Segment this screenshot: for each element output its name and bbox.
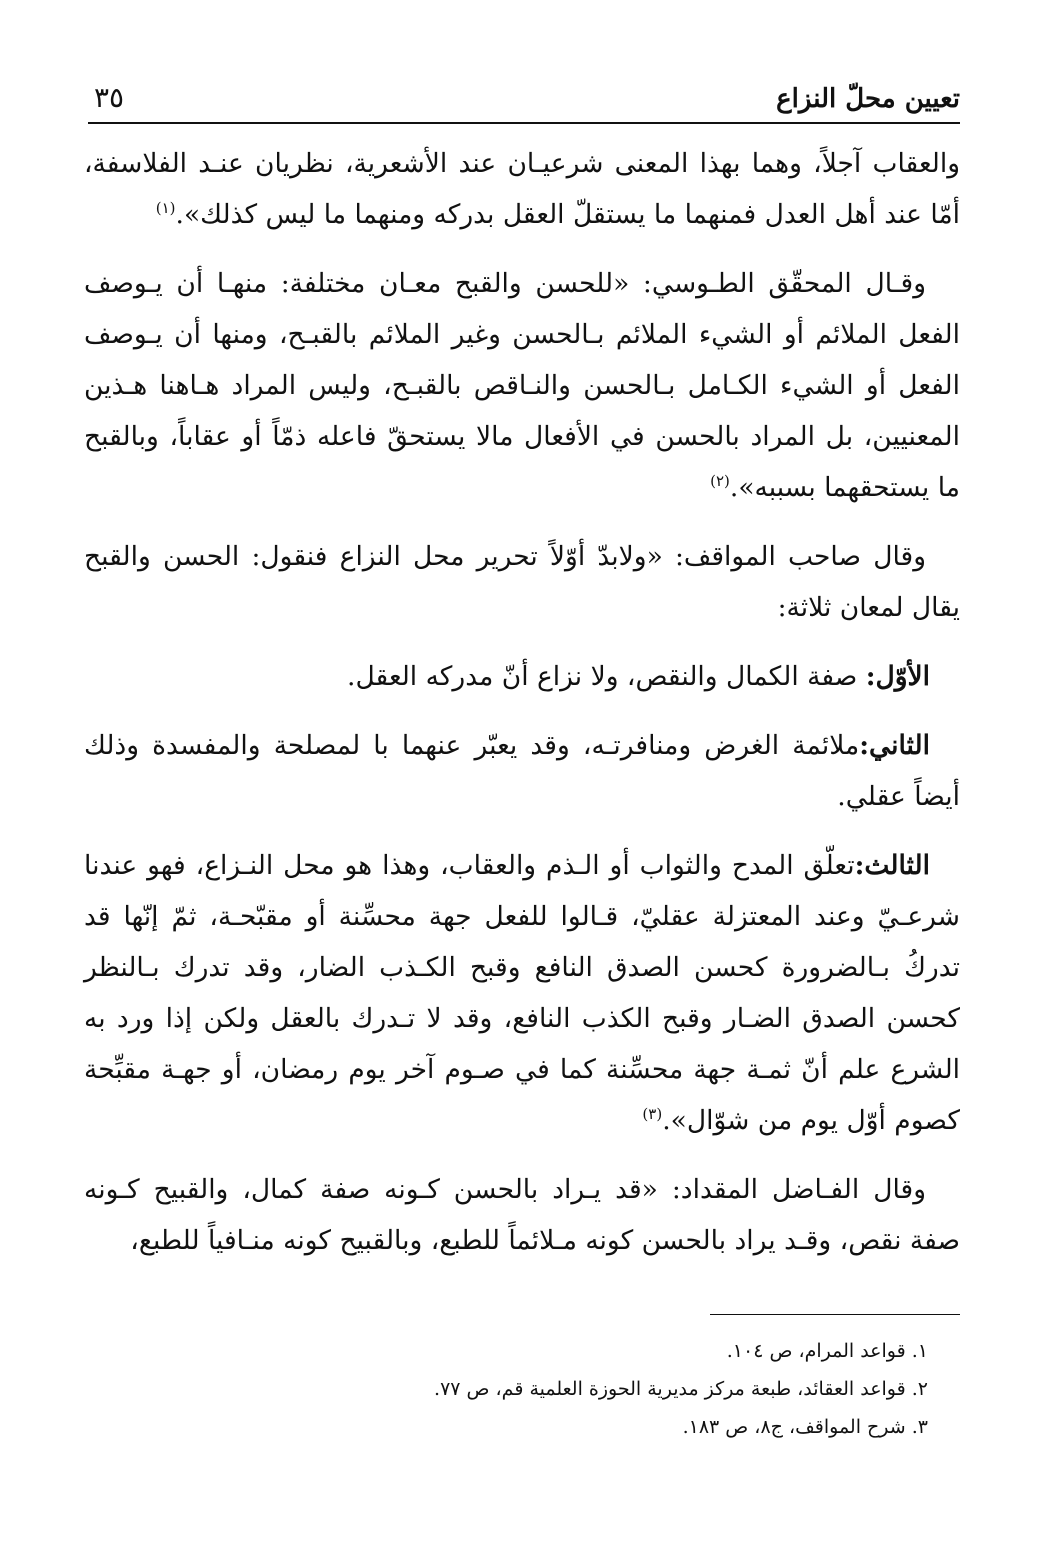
paragraph-text: والعقاب آجلاً، وهما بهذا المعنى شرعيـان عند الأشعرية، نظريان عنـد الفلاسفة، أمّا عند أهل العدل فمنهما ما يستقلّ العقل بدركه ومنهما ما ليس كذلك». <box>84 148 960 230</box>
list-item-second <box>84 720 960 822</box>
item-text: صفة الكمال والنقص، ولا نزاع أنّ مدركه العقل. <box>347 661 866 692</box>
footnote-1: ١. قواعد المرام، ص ١٠٤. <box>726 1340 928 1362</box>
item-text: تعلّق المدح والثواب أو الـذم والعقاب، وهذا هو محل النـزاع، فهو عندنا شرعـيّ وعند المعتزلة عقليّ، قـالوا للفعل جهة محسِّنة أو مقبّحـة، ثمّ إنّها قد تدركُ بـالضرورة كحسن الصدق النافع وقبح الكـذب الضار، وقد تدرك بـالنظر كحسن الصدق الضـار وقبح الكذب النافع، وقد لا تـدرك بالعقل ولكن إذا ورد به الشرع علم أنّ ثمـة جهة محسِّنة كما في صـوم آخر يوم رمضان، أو جهـة مقبِّحة كصوم أوّل يوم من شوّال». <box>84 850 960 1136</box>
list-item-first <box>84 651 960 702</box>
footnotes <box>88 1332 928 1446</box>
page-number: ٣٥ <box>94 81 125 114</box>
header-rule <box>88 122 960 124</box>
item-label: الثالث: <box>854 850 930 881</box>
item-label: الأوّل: <box>865 661 930 692</box>
paragraph-2 <box>84 258 960 513</box>
footnote-rule <box>710 1314 960 1315</box>
footnote-ref: (٢) <box>710 472 730 490</box>
footnote-ref: (٣) <box>642 1105 663 1123</box>
footnote-2: ٢. قواعد العقائد، طبعة مركز مديرية الحوزة العلمية قم، ص ٧٧. <box>434 1378 928 1400</box>
paragraph-text: وقال الفـاضل المقداد: «قد يـراد بالحسن كـونه صفة كمال، والقبيح كـونه صفة نقص، وقـد يراد بالحسن كونه مـلائماً للطبع، وبالقبيح كونه منـافياً للطبع، <box>84 1174 960 1256</box>
paragraph-3 <box>84 531 960 633</box>
page-header <box>88 62 960 112</box>
footnote-ref: (١) <box>155 199 176 217</box>
paragraph-text: وقـال المحقّق الطـوسي: «للحسن والقبح معـان مختلفة: منهـا أن يـوصف الفعل الملائم أو الشيء الملائم بـالحسن وغير الملائم بالقبـح، ومنها أن يـوصف الفعل أو الشيء الكـامل بـالحسن والنـاقص بالقبـح، وليس المراد هـاهنا هـذين المعنيين، بل المراد بالحسن في الأفعال مالا يستحقّ فاعله ذمّاً أو عقاباً، وبالقبح ما يستحقهما بسببه». <box>84 268 960 503</box>
footnote-3: ٣. شرح المواقف، ج٨، ص ١٨٣. <box>682 1416 928 1438</box>
item-label: الثاني: <box>859 730 930 761</box>
item-text: ملائمة الغرض ومنافرتـه، وقد يعبّر عنهما با لمصلحة والمفسدة وذلك أيضاً عقلي. <box>84 730 960 812</box>
paragraph-1 <box>84 138 960 240</box>
list-item-third <box>84 840 960 1146</box>
running-title: تعيين محلّ النزاع <box>776 84 960 114</box>
paragraph-last <box>84 1164 960 1266</box>
body-text <box>84 138 960 1284</box>
paragraph-text: وقال صاحب المواقف: «ولابدّ أوّلاً تحرير محل النزاع فنقول: الحسن والقبح يقال لمعان ثلاثة: <box>84 541 960 623</box>
